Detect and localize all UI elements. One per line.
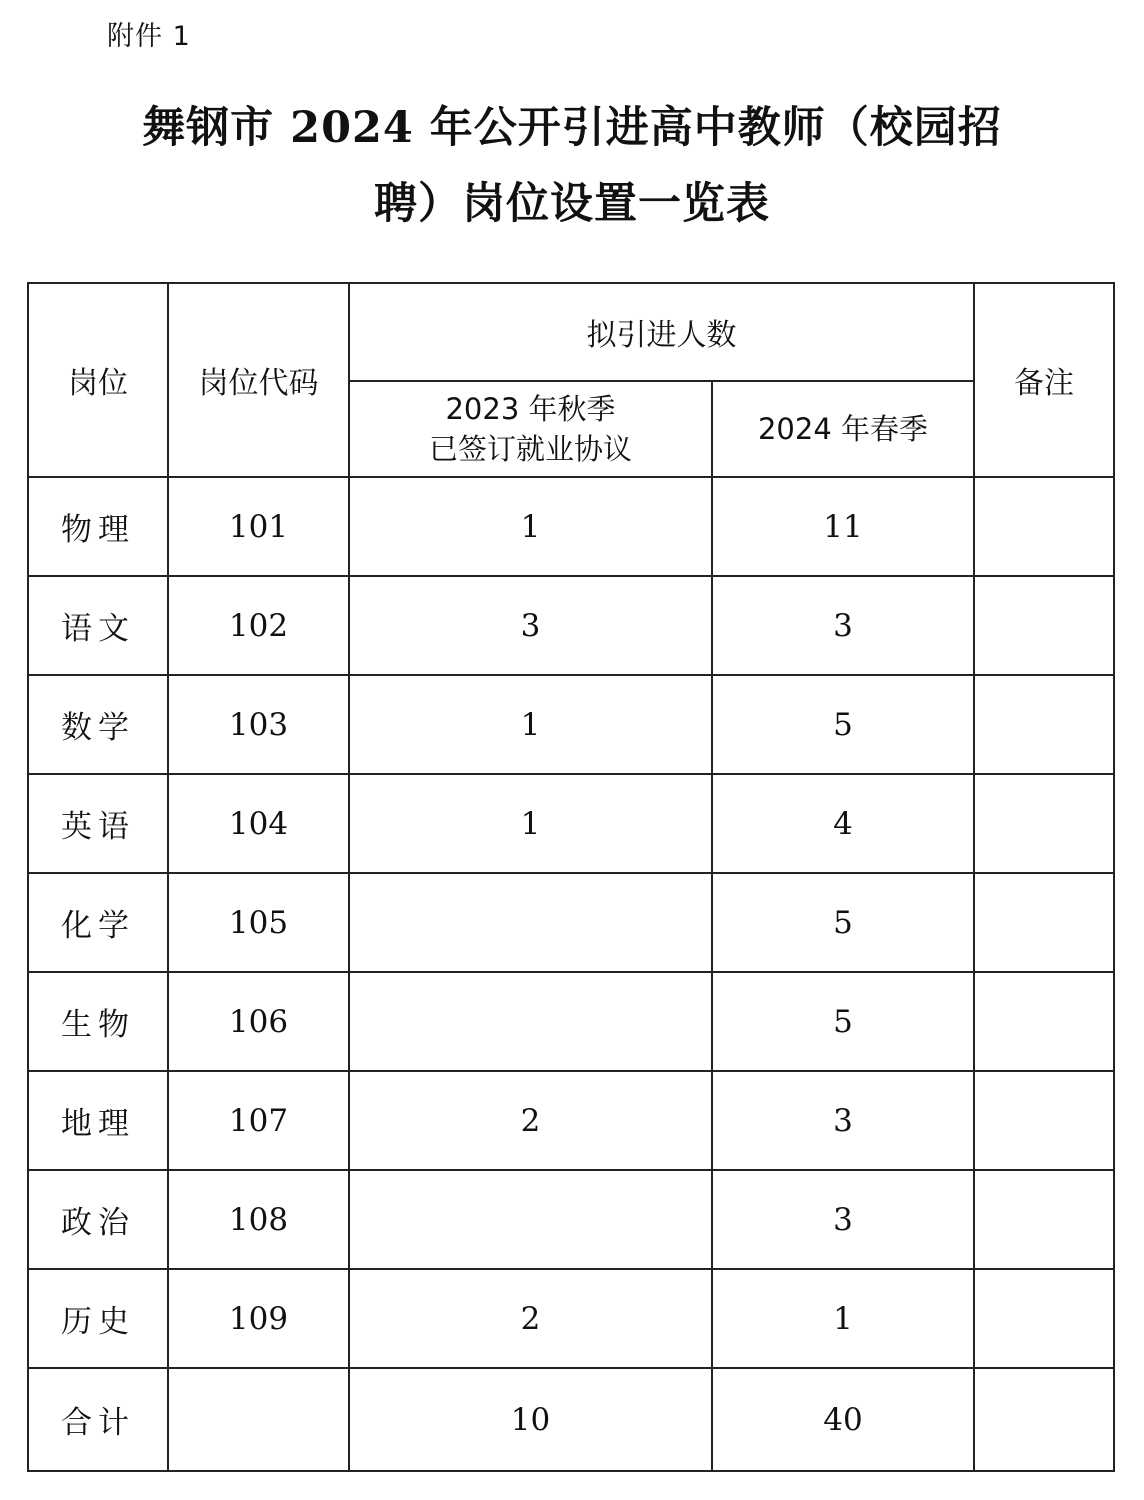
row-code: 105 [168, 873, 349, 972]
header-spring: 2024 年春季 [712, 381, 974, 477]
table-row [28, 774, 1114, 873]
row-spring: 5 [712, 972, 974, 1071]
row-remark [974, 1170, 1114, 1269]
row-autumn: 1 [349, 477, 712, 576]
row-spring: 5 [712, 675, 974, 774]
table-row [28, 675, 1114, 774]
header-autumn-line1: 2023 年秋季 [445, 392, 616, 426]
table-row [28, 576, 1114, 675]
row-spring: 5 [712, 873, 974, 972]
row-remark [974, 576, 1114, 675]
row-autumn: 1 [349, 774, 712, 873]
positions-table [27, 282, 1115, 1472]
row-spring: 3 [712, 576, 974, 675]
row-remark [974, 675, 1114, 774]
row-spring: 4 [712, 774, 974, 873]
row-code: 103 [168, 675, 349, 774]
row-name: 生物 [28, 972, 168, 1071]
table-row [28, 873, 1114, 972]
attachment-label: 附件 1 [107, 21, 191, 52]
row-remark [974, 873, 1114, 972]
row-autumn [349, 1170, 712, 1269]
row-remark [974, 1071, 1114, 1170]
total-remark [974, 1368, 1114, 1471]
row-name: 英语 [28, 774, 168, 873]
table-row [28, 477, 1114, 576]
row-code: 109 [168, 1269, 349, 1368]
row-name: 地理 [28, 1071, 168, 1170]
document-title-line2: 聘）岗位设置一览表 [374, 179, 770, 229]
row-remark [974, 1269, 1114, 1368]
row-name: 数学 [28, 675, 168, 774]
total-code [168, 1368, 349, 1471]
row-autumn: 2 [349, 1071, 712, 1170]
table-row [28, 972, 1114, 1071]
row-spring: 1 [712, 1269, 974, 1368]
row-spring: 11 [712, 477, 974, 576]
table-row [28, 1071, 1114, 1170]
table-total-row [28, 1368, 1114, 1471]
row-code: 102 [168, 576, 349, 675]
total-spring: 40 [712, 1368, 974, 1471]
row-autumn: 3 [349, 576, 712, 675]
header-planned: 拟引进人数 [349, 283, 974, 381]
header-autumn-line2: 已签订就业协议 [428, 432, 632, 466]
row-code: 104 [168, 774, 349, 873]
row-code: 108 [168, 1170, 349, 1269]
row-code: 101 [168, 477, 349, 576]
row-autumn [349, 972, 712, 1071]
total-name: 合计 [28, 1368, 168, 1471]
table-row [28, 1269, 1114, 1368]
row-spring: 3 [712, 1170, 974, 1269]
row-autumn: 2 [349, 1269, 712, 1368]
row-remark [974, 972, 1114, 1071]
total-autumn: 10 [349, 1368, 712, 1471]
header-code: 岗位代码 [168, 283, 349, 477]
document-title-line1: 舞钢市 2024 年公开引进高中教师（校园招 [142, 103, 1002, 153]
table-row [28, 1170, 1114, 1269]
row-autumn: 1 [349, 675, 712, 774]
row-remark [974, 774, 1114, 873]
table-header-row [28, 283, 1114, 381]
row-name: 物理 [28, 477, 168, 576]
row-name: 语文 [28, 576, 168, 675]
row-autumn [349, 873, 712, 972]
header-autumn [349, 381, 712, 477]
row-name: 政治 [28, 1170, 168, 1269]
row-remark [974, 477, 1114, 576]
row-name: 化学 [28, 873, 168, 972]
row-code: 107 [168, 1071, 349, 1170]
header-position: 岗位 [28, 283, 168, 477]
header-remark: 备注 [974, 283, 1114, 477]
row-code: 106 [168, 972, 349, 1071]
row-name: 历史 [28, 1269, 168, 1368]
row-spring: 3 [712, 1071, 974, 1170]
